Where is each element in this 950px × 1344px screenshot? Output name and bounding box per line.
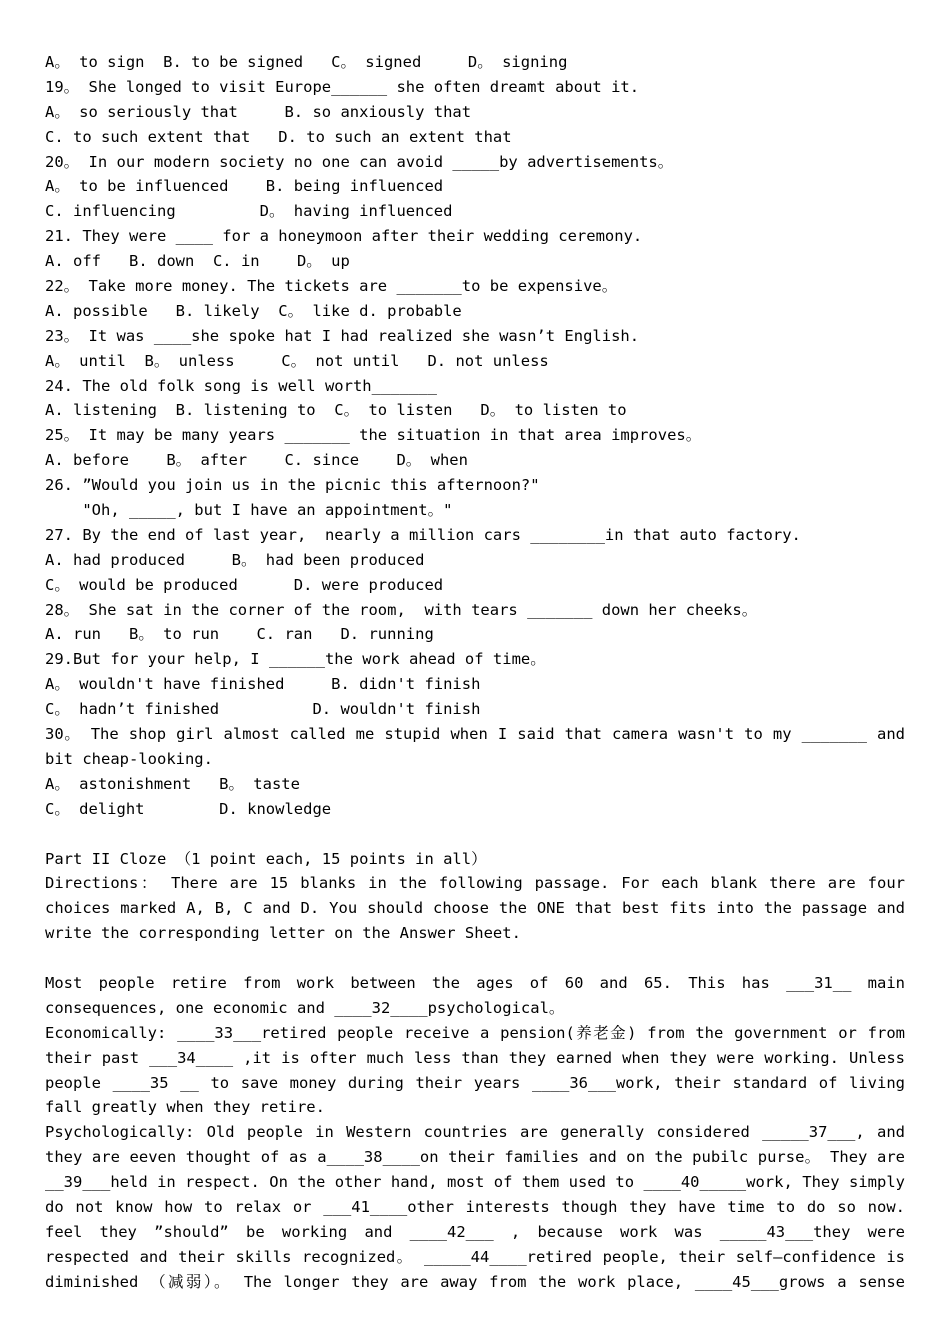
passage-line: they are eeven thought of as a____38____on their families and on the pubilc purse。 They are: [45, 1148, 905, 1167]
question-line: A。 to sign B. to be signed C。 signed D。 signing: [45, 53, 568, 71]
question-line: C。 would be produced D. were produced: [45, 575, 444, 594]
passage-line: fall greatly when they retire.: [45, 1098, 325, 1117]
document-page: [45, 50, 905, 1295]
directions-line: choices marked A, B, C and D. You should choose the ONE that best fits into the passage and: [45, 899, 905, 918]
question-line: A。 until B。 unless C。 not until D. not unless: [45, 351, 549, 370]
question-line: A. run B。 to run C. ran D. running: [45, 625, 434, 644]
answer-options: C。 delight D. knowledge: [45, 799, 332, 818]
question-line: A. before B。 after C. since D。 when: [45, 451, 468, 470]
question-line: C。 hadn’t finished D. wouldn't finish: [45, 700, 481, 719]
question-line: A. listening B. listening to C。 to listen D。 to listen to: [45, 401, 627, 420]
question-line: 22。 Take more money. The tickets are _______to be expensive。: [45, 277, 618, 296]
directions-line: write the corresponding letter on the Answer Sheet.: [45, 924, 521, 943]
question-line: 29.But for your help, I ______the work ahead of time。: [45, 650, 546, 669]
passage-line: Psychologically: Old people in Western countries are generally considered _____37___, and: [45, 1123, 905, 1142]
question-line: A. possible B. likely C。 like d. probable: [45, 301, 462, 320]
question-line: C. to such extent that D. to such an extent that: [45, 127, 512, 146]
section-heading: Part II Cloze （1 point each, 15 points in all）: [45, 849, 487, 868]
question-line: C. influencing D。 having influenced: [45, 202, 453, 221]
passage-line: their past ___34____ ,it is ofter much less than they earned when they were working. Unless: [45, 1048, 905, 1067]
question-line: A. had produced B。 had been produced: [45, 550, 425, 569]
question-line: 28。 She sat in the corner of the room, with tears _______ down her cheeks。: [45, 600, 758, 619]
passage-line: do not know how to relax or ___41____other interests though they have time to do so now.: [45, 1197, 905, 1216]
question-line: "Oh, _____, but I have an appointment。": [45, 501, 453, 520]
question-line: 26. ”Would you join us in the picnic this afternoon?": [45, 476, 540, 495]
question-line: 23。 It was ____she spoke hat I had realized she wasn’t English.: [45, 326, 640, 345]
question-line: A。 wouldn't have finished B. didn't finish: [45, 675, 481, 694]
question-line: 19。 She longed to visit Europe______ she often dreamt about it.: [45, 77, 640, 96]
passage-line: respected and their skills recognized。 _____44____retired people, their self—confidence is: [45, 1247, 905, 1266]
part-2-cloze: [45, 847, 905, 947]
directions-line: Directions： There are 15 blanks in the following passage. For each blank there are four: [45, 874, 905, 893]
passage-line: Economically: ____33___retired people receive a pension(养老金) from the government or from: [45, 1023, 905, 1042]
spacer: [45, 946, 905, 971]
passage-line: Most people retire from work between the ages of 60 and 65. This has ___31__ main: [45, 973, 905, 992]
question-line: 25。 It may be many years _______ the situation in that area improves。: [45, 426, 702, 445]
question-line: 30。 The shop girl almost called me stupid when I said that camera wasn't to my _______ and: [45, 725, 905, 744]
cloze-passage: [45, 971, 905, 1295]
passage-line: consequences, one economic and ____32____psychological。: [45, 998, 565, 1017]
question-30: [45, 722, 905, 822]
question-line: 27. By the end of last year, nearly a million cars ________in that auto factory.: [45, 525, 801, 544]
passage-line: __39___held in respect. On the other hand, most of them used to ____40_____work, They simply: [45, 1173, 905, 1192]
answer-options: A。 astonishment B。 taste: [45, 774, 300, 793]
question-line: bit cheap-looking.: [45, 749, 213, 768]
question-line: 24. The old folk song is well worth_______: [45, 376, 437, 395]
passage-line: people ____35 __ to save money during their years ____36___work, their standard of living: [45, 1073, 905, 1092]
spacer: [45, 822, 905, 847]
passage-line: feel they ”should” be working and ____42___ , because work was _____43___they were: [45, 1222, 905, 1241]
question-line: 20。 In our modern society no one can avoid _____by advertisements。: [45, 152, 674, 171]
question-line: A. off B. down C. in D。 up: [45, 252, 350, 271]
multiple-choice-questions: [45, 50, 905, 722]
question-line: 21. They were ____ for a honeymoon after their wedding ceremony.: [45, 227, 643, 246]
passage-line: diminished （减弱）。 The longer they are away from the work place, ____45___grows a sense: [45, 1272, 905, 1291]
question-line: A。 to be influenced B. being influenced: [45, 177, 444, 196]
question-line: A。 so seriously that B. so anxiously that: [45, 102, 472, 121]
